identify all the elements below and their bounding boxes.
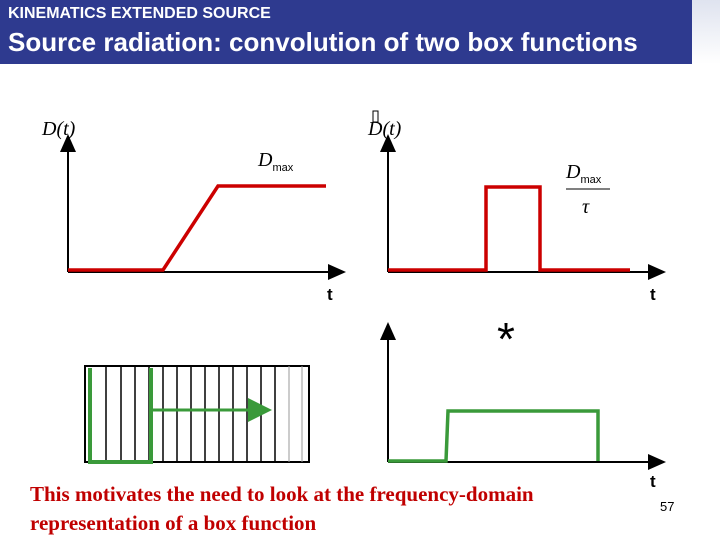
ramp-y-label: D(t) bbox=[42, 118, 76, 140]
caption bbox=[30, 480, 630, 538]
box-level-numerator: $D_{max}$ bbox=[566, 161, 602, 186]
sliding-window bbox=[85, 366, 309, 462]
ramp-level-label: $D_{max}$ bbox=[258, 149, 294, 174]
box-y-label: D(t) bbox=[368, 118, 402, 140]
result-curve bbox=[388, 411, 598, 461]
ramp-curve bbox=[68, 186, 326, 270]
box-curve bbox=[388, 187, 630, 270]
result-x-label: t bbox=[650, 472, 656, 491]
page-number: 57 bbox=[660, 499, 675, 514]
box-plot bbox=[367, 111, 658, 304]
section-label: KINEMATICS EXTENDED SOURCE bbox=[8, 5, 271, 22]
slide-title: Source radiation: convolution of two box functions bbox=[8, 27, 638, 57]
convolution-operator: * bbox=[497, 313, 515, 365]
caption-line-1: This motivates the need to look at the frequency-domain bbox=[30, 482, 534, 506]
caption-line-2: representation of a box function bbox=[30, 511, 317, 535]
box-level-denominator: τ bbox=[582, 196, 590, 218]
result-plot bbox=[388, 330, 658, 491]
box-x-label: t bbox=[650, 285, 656, 304]
ramp-plot bbox=[41, 118, 338, 304]
ramp-x-label: t bbox=[327, 285, 333, 304]
